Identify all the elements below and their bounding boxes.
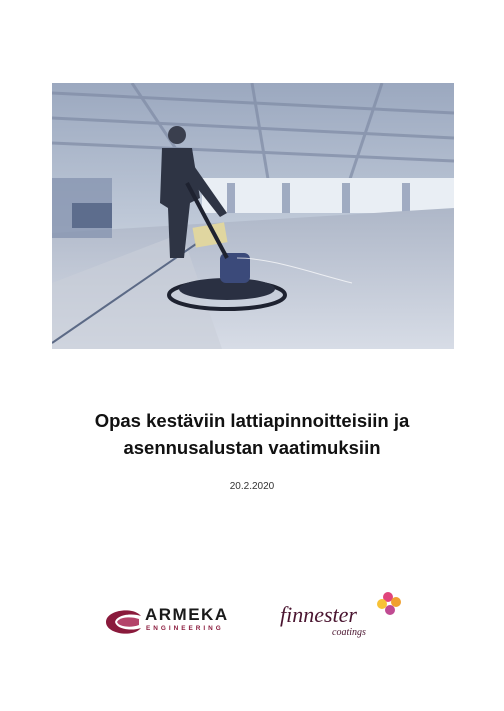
cover-photo <box>52 83 454 349</box>
armeka-subtitle: ENGINEERING <box>146 625 224 632</box>
title-line-1: Opas kestäviin lattiapinnoitteisiin ja <box>94 410 410 431</box>
document-title <box>0 407 504 461</box>
cover-photo-illustration <box>52 83 454 349</box>
title-line-2: asennusalustan vaatimuksiin <box>123 437 381 458</box>
finnester-wordmark: finnester <box>280 602 357 627</box>
armeka-wordmark: ARMEKA <box>145 605 229 624</box>
finnester-subtitle: coatings <box>332 627 366 638</box>
armeka-swoosh-icon <box>103 604 143 640</box>
finnester-dots-icon <box>374 590 402 618</box>
document-date: 20.2.2020 <box>229 481 275 492</box>
armeka-engineering-logo <box>103 604 253 640</box>
finnester-coatings-logo <box>280 590 410 646</box>
